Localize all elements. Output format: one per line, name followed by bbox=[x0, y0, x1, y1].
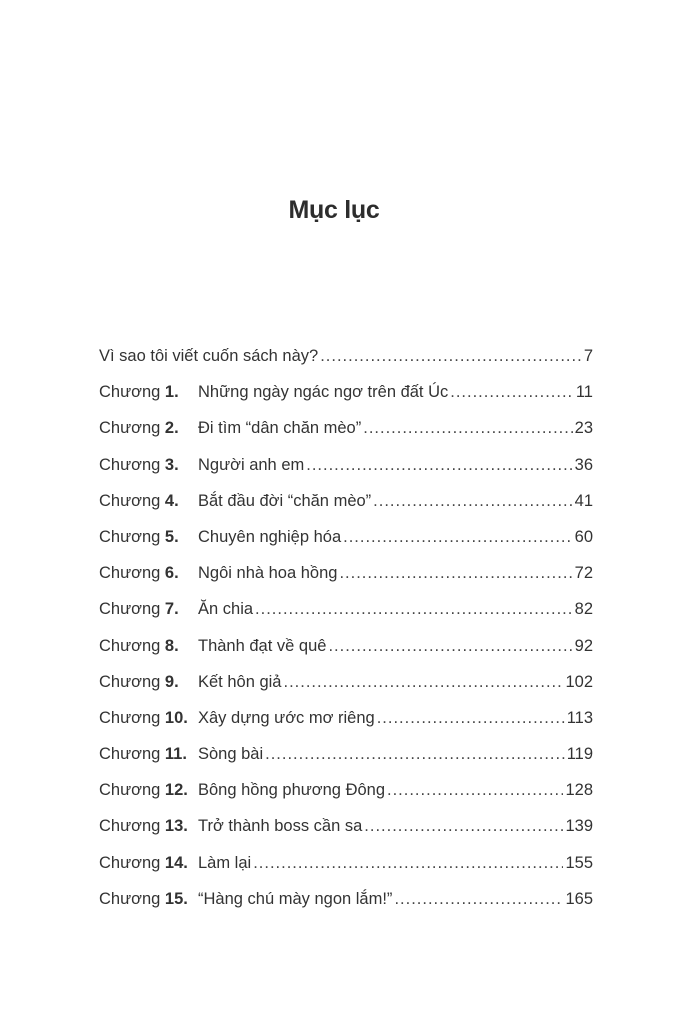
toc-entry bbox=[99, 628, 593, 664]
chapter-word: Chương bbox=[99, 564, 161, 583]
dot-leader bbox=[364, 808, 563, 844]
chapter-label bbox=[99, 555, 198, 591]
toc-entry bbox=[99, 410, 593, 446]
chapter-label bbox=[99, 410, 198, 446]
dot-leader bbox=[339, 555, 572, 591]
dot-leader bbox=[394, 881, 563, 917]
chapter-number: 1. bbox=[164, 383, 179, 402]
toc-entry-title: “Hàng chú mày ngon lắm!” bbox=[198, 889, 393, 908]
toc-entry bbox=[99, 808, 593, 844]
chapter-number: 2. bbox=[164, 419, 179, 438]
chapter-word: Chương bbox=[99, 781, 161, 800]
dot-leader bbox=[373, 483, 572, 519]
chapter-label bbox=[99, 374, 198, 410]
toc-page-number: 119 bbox=[566, 745, 593, 764]
chapter-number: 14. bbox=[164, 853, 188, 872]
dot-leader bbox=[328, 628, 572, 664]
chapter-word: Chương bbox=[99, 419, 161, 438]
toc-page-number: 60 bbox=[574, 527, 593, 546]
chapter-label bbox=[99, 736, 198, 772]
chapter-number: 11. bbox=[164, 745, 187, 764]
toc-page-number: 102 bbox=[565, 672, 593, 691]
toc-page-number: 11 bbox=[575, 383, 593, 402]
toc-entry bbox=[99, 736, 593, 772]
toc-page-number: 82 bbox=[574, 600, 593, 619]
chapter-word: Chương bbox=[99, 383, 161, 402]
chapter-label bbox=[99, 447, 198, 483]
chapter-label bbox=[99, 700, 198, 736]
toc-entry-title: Xây dựng ước mơ riêng bbox=[198, 708, 375, 727]
chapter-word: Chương bbox=[99, 853, 161, 872]
toc-entry-title: Bông hồng phương Đông bbox=[198, 781, 386, 800]
chapter-label bbox=[99, 591, 198, 627]
dot-leader bbox=[265, 736, 565, 772]
chapter-label bbox=[99, 519, 198, 555]
toc-entry bbox=[99, 591, 593, 627]
chapter-word: Chương bbox=[99, 636, 161, 655]
chapter-number: 9. bbox=[164, 672, 179, 691]
chapter-number: 3. bbox=[164, 455, 179, 474]
toc-page-number: 92 bbox=[574, 636, 593, 655]
chapter-label bbox=[99, 808, 198, 844]
toc-entry-title: Thành đạt về quê bbox=[198, 636, 327, 655]
chapter-label bbox=[99, 664, 198, 700]
chapter-number: 8. bbox=[164, 636, 179, 655]
chapter-label bbox=[99, 881, 198, 917]
dot-leader bbox=[283, 664, 563, 700]
chapter-word: Chương bbox=[99, 745, 161, 764]
page-title: Mục lục bbox=[288, 196, 380, 224]
chapter-number: 13. bbox=[164, 817, 188, 836]
toc-page-number: 7 bbox=[583, 347, 593, 365]
dot-leader bbox=[253, 845, 563, 881]
toc-entry bbox=[99, 881, 593, 917]
toc-entry bbox=[99, 483, 593, 519]
dot-leader bbox=[306, 447, 572, 483]
chapter-label bbox=[99, 628, 198, 664]
toc-page-number: 165 bbox=[565, 889, 593, 908]
chapter-label bbox=[99, 483, 198, 519]
toc-page-number: 139 bbox=[565, 817, 593, 836]
toc-entry-title: Làm lại bbox=[198, 853, 252, 872]
chapter-label bbox=[99, 772, 198, 808]
toc-entry-title: Vì sao tôi viết cuốn sách này? bbox=[99, 347, 319, 365]
chapter-number: 6. bbox=[164, 564, 179, 583]
dot-leader bbox=[450, 374, 574, 410]
toc-entry-title: Những ngày ngác ngơ trên đất Úc bbox=[198, 383, 449, 402]
chapter-number: 7. bbox=[164, 600, 179, 619]
toc-page-number: 155 bbox=[565, 853, 593, 872]
toc-entry-title: Bắt đầu đời “chăn mèo” bbox=[198, 491, 372, 510]
table-of-contents bbox=[99, 338, 593, 917]
toc-entry bbox=[99, 772, 593, 808]
chapter-number: 5. bbox=[164, 527, 179, 546]
toc-entry-title: Trở thành boss cần sa bbox=[198, 817, 363, 836]
chapter-word: Chương bbox=[99, 491, 161, 510]
dot-leader bbox=[255, 591, 573, 627]
toc-entry bbox=[99, 664, 593, 700]
chapter-number: 4. bbox=[164, 491, 179, 510]
chapter-word: Chương bbox=[99, 889, 161, 908]
chapter-word: Chương bbox=[99, 455, 161, 474]
chapter-word: Chương bbox=[99, 708, 161, 727]
toc-page-number: 41 bbox=[574, 491, 593, 510]
chapter-number: 15. bbox=[164, 889, 188, 908]
chapter-number: 10. bbox=[164, 708, 188, 727]
chapter-word: Chương bbox=[99, 817, 161, 836]
toc-page-number: 113 bbox=[566, 708, 593, 727]
chapter-word: Chương bbox=[99, 672, 161, 691]
toc-page-number: 36 bbox=[574, 455, 593, 474]
toc-page-number: 128 bbox=[565, 781, 593, 800]
toc-page-number: 23 bbox=[574, 419, 593, 438]
toc-entry-intro bbox=[99, 338, 593, 374]
chapter-number: 12. bbox=[164, 781, 188, 800]
toc-entry-title: Đi tìm “dân chăn mèo” bbox=[198, 419, 362, 438]
toc-page-number: 72 bbox=[574, 564, 593, 583]
dot-leader bbox=[343, 519, 573, 555]
dot-leader bbox=[363, 410, 572, 446]
toc-entry bbox=[99, 519, 593, 555]
dot-leader bbox=[377, 700, 565, 736]
toc-entry bbox=[99, 555, 593, 591]
toc-entry-title: Ăn chia bbox=[198, 600, 254, 619]
toc-entry-title: Kết hôn giả bbox=[198, 672, 282, 691]
toc-entry bbox=[99, 374, 593, 410]
chapter-label bbox=[99, 845, 198, 881]
toc-entry-title: Chuyên nghiệp hóa bbox=[198, 527, 342, 546]
toc-entry bbox=[99, 700, 593, 736]
toc-entry-title: Sòng bài bbox=[198, 745, 264, 764]
dot-leader bbox=[320, 338, 582, 374]
toc-entry-title: Ngôi nhà hoa hồng bbox=[198, 564, 338, 583]
chapter-word: Chương bbox=[99, 527, 161, 546]
toc-entry bbox=[99, 447, 593, 483]
chapter-word: Chương bbox=[99, 600, 161, 619]
toc-entry-title: Người anh em bbox=[198, 455, 305, 474]
dot-leader bbox=[387, 772, 563, 808]
toc-entry bbox=[99, 845, 593, 881]
